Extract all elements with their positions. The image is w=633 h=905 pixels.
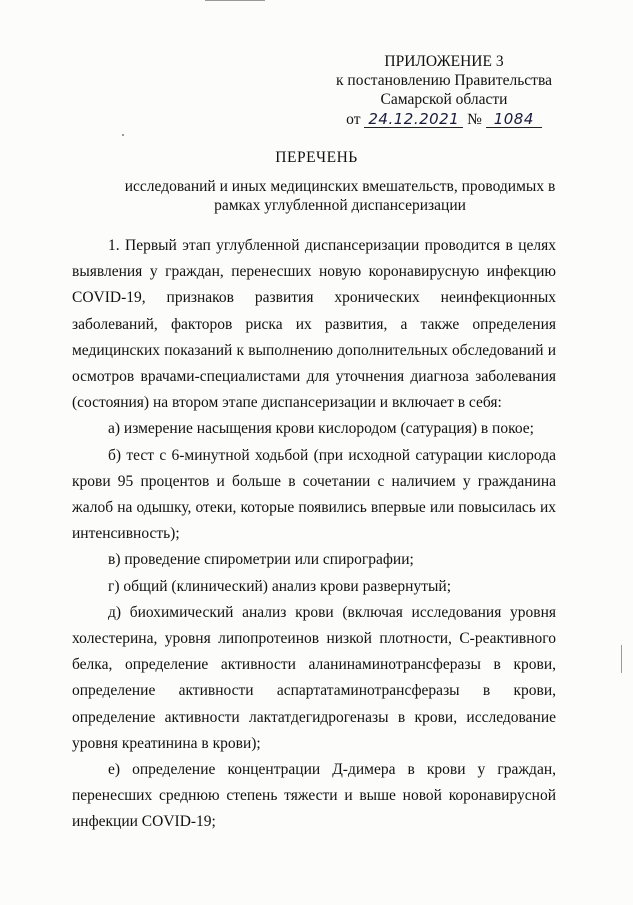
scan-artifact-left: [122, 134, 124, 136]
paragraph-b: б) тест с 6-минутной ходьбой (при исходной сатурации кислорода крови 95 процентов и больше в сочетании с наличием у гражданина жалоб на одышку, отеки, которые появились впервые или повысилась их интенсивность);: [72, 446, 556, 543]
scan-artifact-right: [621, 645, 622, 673]
paragraph-e: е) определение концентрации Д-димера в крови у граждан, перенесших среднюю степень тяжести и выше новой коронавирусной инфекции COVID-19;: [72, 761, 556, 831]
appendix-region: Самарской области: [380, 91, 508, 108]
appendix-date-row: [329, 110, 559, 129]
paragraph-d: д) биохимический анализ крови (включая исследования уровня холестерина, уровня липопротеинов низкой плотности, С-реактивного белка, определение активности аланинаминотрансферазы в крови, определение активности аспартатаминотрансферазы в крови, определение активности лактатдегидрогеназы в крови, исследование уровня креатинина в крови);: [72, 603, 556, 752]
appendix-header: [329, 52, 559, 129]
scan-artifact-top: [205, 0, 265, 1]
appendix-title: ПРИЛОЖЕНИЕ 3: [384, 53, 504, 70]
document-title: ПЕРЕЧЕНЬ: [275, 149, 358, 166]
number-value: 1084: [486, 111, 542, 128]
appendix-resolution: к постановлению Правительства: [336, 72, 552, 89]
paragraph-g: г) общий (клинический) анализ крови развернутый;: [108, 577, 452, 595]
paragraph-1: 1. Первый этап углубленной диспансеризации проводится в целях выявления у граждан, перенесших новую коронавирусную инфекцию COVID-19, признаков развития хронических неинфекционных заболеваний, факторов риска их развития, а также определения медицинских показаний к выполнению дополнительных обследований и осмотров врачами-специалистами для уточнения диагноза заболевания (состояния) на втором этапе диспансеризации и включает в себя:: [72, 237, 556, 412]
number-prefix: №: [467, 111, 482, 128]
paragraph-a: а) измерение насыщения крови кислородом (сатурация) в покое;: [108, 420, 534, 438]
document-body: [72, 233, 556, 836]
date-value: 24.12.2021: [364, 111, 463, 128]
paragraph-v: в) проведение спирометрии или спирографии;: [108, 551, 414, 569]
date-prefix: от: [346, 111, 361, 128]
document-subtitle: исследований и иных медицинских вмешательств, проводимых в рамках углубленной диспансеризации: [124, 178, 556, 214]
